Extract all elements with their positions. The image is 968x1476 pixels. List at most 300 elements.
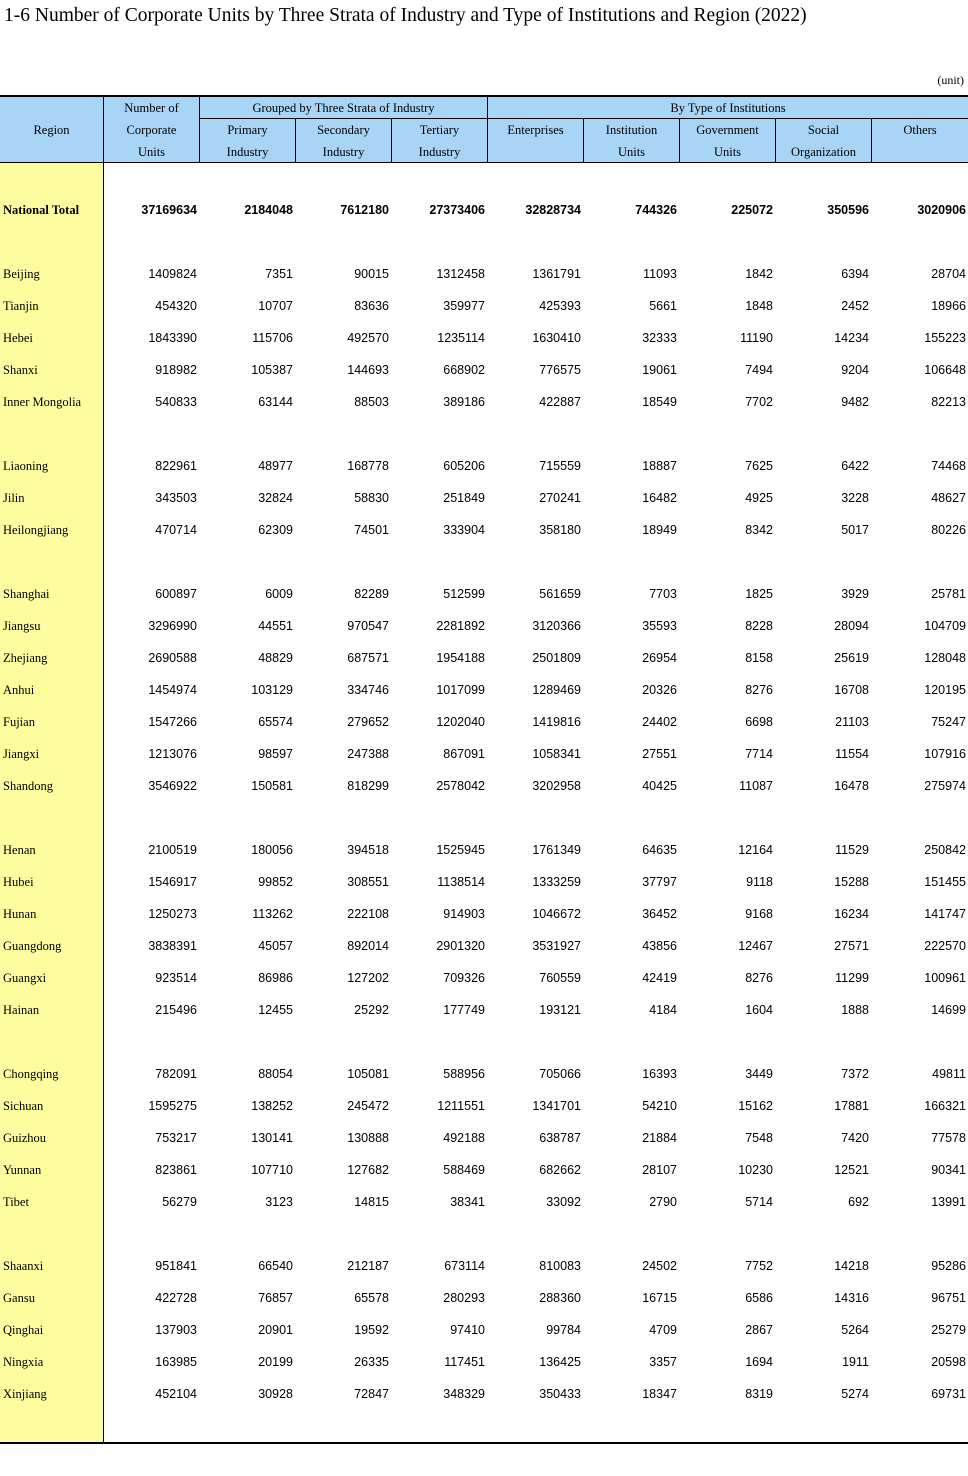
header-institution: Institution Units [605, 122, 658, 159]
value-cell: 99852 [258, 875, 293, 889]
value-cell: 10707 [258, 299, 293, 313]
value-cell: 334746 [347, 683, 389, 697]
header-others: Others [903, 122, 937, 137]
value-cell: 26954 [642, 651, 677, 665]
value-cell: 163985 [155, 1355, 197, 1369]
table-row [0, 1323, 968, 1343]
value-cell: 540833 [155, 395, 197, 409]
value-cell: 2690588 [148, 651, 197, 665]
value-cell: 14316 [834, 1291, 869, 1305]
page-title: 1-6 Number of Corporate Units by Three Strata of Industry and Type of Institutions and Region (2022) [4, 5, 807, 26]
value-cell: 2901320 [436, 939, 485, 953]
value-cell: 11554 [835, 747, 869, 761]
value-cell: 25619 [834, 651, 869, 665]
value-cell: 37797 [642, 875, 677, 889]
value-cell: 1525945 [436, 843, 485, 857]
value-cell: 25279 [931, 1323, 966, 1337]
value-cell: 83636 [354, 299, 389, 313]
value-cell: 76857 [258, 1291, 293, 1305]
header-enterprises: Enterprises [507, 122, 564, 137]
header-divider [775, 119, 776, 162]
region-name: Hebei [3, 331, 33, 345]
header-group-strata: Grouped by Three Strata of Industry [252, 101, 435, 115]
value-cell: 98597 [258, 747, 293, 761]
value-cell: 1312458 [436, 267, 485, 281]
value-cell: 113262 [252, 907, 293, 921]
header-divider [871, 119, 872, 162]
value-cell: 682662 [539, 1163, 581, 1177]
header-tertiary: Tertiary Industry [418, 122, 461, 159]
value-cell: 90015 [354, 267, 389, 281]
value-cell: 5017 [841, 523, 869, 537]
value-cell: 42419 [642, 971, 677, 985]
header-divider [391, 119, 392, 162]
value-cell: 18966 [931, 299, 966, 313]
table-row [0, 587, 968, 607]
value-cell: 3449 [745, 1067, 773, 1081]
value-cell: 74468 [931, 459, 966, 473]
value-cell: 193121 [539, 1003, 581, 1017]
value-cell: 138252 [251, 1099, 293, 1113]
value-cell: 49811 [932, 1067, 966, 1081]
value-cell: 24502 [642, 1259, 677, 1273]
table-row [0, 747, 968, 767]
value-cell: 3929 [841, 587, 869, 601]
region-name: Beijing [3, 267, 40, 281]
region-name: Ningxia [3, 1355, 44, 1369]
region-name: Shanghai [3, 587, 50, 601]
value-cell: 130888 [347, 1131, 389, 1145]
value-cell: 130141 [251, 1131, 293, 1145]
value-cell: 7420 [841, 1131, 869, 1145]
value-cell: 28704 [931, 267, 966, 281]
value-cell: 492570 [347, 331, 389, 345]
value-cell: 3296990 [148, 619, 197, 633]
value-cell: 16708 [834, 683, 869, 697]
value-cell: 1454974 [148, 683, 197, 697]
value-cell: 127202 [347, 971, 389, 985]
value-cell: 16478 [834, 779, 869, 793]
table-row [0, 843, 968, 863]
value-cell: 75247 [931, 715, 966, 729]
value-cell: 20326 [642, 683, 677, 697]
table-row [0, 1259, 968, 1279]
value-cell: 63144 [258, 395, 293, 409]
value-cell: 8342 [745, 523, 773, 537]
value-cell: 2100519 [148, 843, 197, 857]
region-name: Henan [3, 843, 36, 857]
table-row [0, 363, 968, 383]
value-cell: 12164 [738, 843, 773, 857]
value-cell: 9168 [745, 907, 773, 921]
value-cell: 250842 [924, 843, 966, 857]
value-cell: 7714 [745, 747, 773, 761]
value-cell: 180056 [251, 843, 293, 857]
value-cell: 588469 [443, 1163, 485, 1177]
value-cell: 389186 [443, 395, 485, 409]
region-name: Tianjin [3, 299, 39, 313]
value-cell: 144693 [347, 363, 389, 377]
value-cell: 308551 [347, 875, 389, 889]
value-cell: 212187 [347, 1259, 389, 1273]
value-cell: 66540 [258, 1259, 293, 1273]
value-cell: 776575 [539, 363, 581, 377]
region-name: Shanxi [3, 363, 38, 377]
value-cell: 605206 [443, 459, 485, 473]
value-cell: 492188 [443, 1131, 485, 1145]
value-cell: 705066 [539, 1067, 581, 1081]
value-cell: 8319 [745, 1387, 773, 1401]
value-cell: 150581 [251, 779, 293, 793]
value-cell: 1547266 [148, 715, 197, 729]
value-cell: 12455 [258, 1003, 293, 1017]
value-cell: 692 [848, 1195, 869, 1209]
value-cell: 350596 [827, 203, 869, 217]
header-divider [103, 97, 104, 162]
header-group-type: By Type of Institutions [670, 101, 786, 115]
value-cell: 6009 [265, 587, 293, 601]
value-cell: 86986 [258, 971, 293, 985]
value-cell: 810083 [539, 1259, 581, 1273]
region-name: Anhui [3, 683, 35, 697]
value-cell: 7625 [745, 459, 773, 473]
value-cell: 24402 [642, 715, 677, 729]
value-cell: 48977 [258, 459, 293, 473]
value-cell: 7372 [841, 1067, 869, 1081]
value-cell: 288360 [539, 1291, 581, 1305]
value-cell: 15162 [738, 1099, 773, 1113]
value-cell: 27373406 [429, 203, 485, 217]
value-cell: 10230 [738, 1163, 773, 1177]
value-cell: 3357 [649, 1355, 677, 1369]
value-cell: 5274 [841, 1387, 869, 1401]
region-name: Zhejiang [3, 651, 48, 665]
value-cell: 3546922 [148, 779, 197, 793]
value-cell: 588956 [443, 1067, 485, 1081]
table-row [0, 651, 968, 671]
value-cell: 32333 [642, 331, 677, 345]
region-column-shading [0, 163, 104, 1442]
value-cell: 72847 [354, 1387, 389, 1401]
table-row [0, 779, 968, 799]
value-cell: 9118 [746, 875, 773, 889]
value-cell: 2184048 [244, 203, 293, 217]
value-cell: 1202040 [436, 715, 485, 729]
value-cell: 3020906 [917, 203, 966, 217]
value-cell: 1046672 [532, 907, 581, 921]
value-cell: 13991 [931, 1195, 966, 1209]
value-cell: 425393 [539, 299, 581, 313]
value-cell: 54210 [642, 1099, 677, 1113]
value-cell: 687571 [347, 651, 389, 665]
value-cell: 88054 [258, 1067, 293, 1081]
value-cell: 155223 [924, 331, 966, 345]
value-cell: 14234 [834, 331, 869, 345]
value-cell: 350433 [539, 1387, 581, 1401]
value-cell: 65574 [258, 715, 293, 729]
value-cell: 6394 [841, 267, 869, 281]
value-cell: 1954188 [436, 651, 485, 665]
header-divider [583, 119, 584, 162]
value-cell: 11087 [739, 779, 773, 793]
region-name: Tibet [3, 1195, 29, 1209]
value-cell: 333904 [443, 523, 485, 537]
value-cell: 19592 [354, 1323, 389, 1337]
table-row [0, 523, 968, 543]
region-name: Xinjiang [3, 1387, 47, 1401]
value-cell: 1235114 [437, 331, 485, 345]
value-cell: 3123 [265, 1195, 293, 1209]
header-divider [295, 119, 296, 162]
value-cell: 822961 [155, 459, 197, 473]
header-government: Government Units [696, 122, 759, 159]
region-name: Fujian [3, 715, 35, 729]
table-bottom-rule [0, 1442, 968, 1444]
value-cell: 1604 [745, 1003, 773, 1017]
value-cell: 470714 [155, 523, 197, 537]
value-cell: 1361791 [532, 267, 581, 281]
table-row [0, 491, 968, 511]
value-cell: 20199 [258, 1355, 293, 1369]
value-cell: 215496 [155, 1003, 197, 1017]
table-row [0, 1131, 968, 1151]
value-cell: 1888 [841, 1003, 869, 1017]
value-cell: 359977 [443, 299, 485, 313]
value-cell: 32828734 [525, 203, 581, 217]
value-cell: 95286 [931, 1259, 966, 1273]
value-cell: 106648 [924, 363, 966, 377]
value-cell: 970547 [347, 619, 389, 633]
region-name: Jiangsu [3, 619, 41, 633]
value-cell: 709326 [443, 971, 485, 985]
region-name: Guangxi [3, 971, 47, 985]
value-cell: 27551 [642, 747, 677, 761]
value-cell: 222108 [347, 907, 389, 921]
value-cell: 1409824 [148, 267, 197, 281]
value-cell: 16482 [642, 491, 677, 505]
value-cell: 168778 [347, 459, 389, 473]
value-cell: 25292 [354, 1003, 389, 1017]
value-cell: 247388 [347, 747, 389, 761]
value-cell: 5264 [841, 1323, 869, 1337]
value-cell: 4709 [649, 1323, 677, 1337]
value-cell: 918982 [155, 363, 197, 377]
value-cell: 103129 [251, 683, 293, 697]
header-divider [487, 97, 488, 162]
value-cell: 40425 [642, 779, 677, 793]
value-cell: 120195 [924, 683, 966, 697]
value-cell: 867091 [443, 747, 485, 761]
header-number-of-units: Number of Corporate Units [124, 100, 179, 159]
value-cell: 600897 [155, 587, 197, 601]
value-cell: 422887 [539, 395, 581, 409]
table-row [0, 1099, 968, 1119]
region-name: Shandong [3, 779, 53, 793]
region-name: Shaanxi [3, 1259, 44, 1273]
value-cell: 21103 [835, 715, 869, 729]
value-cell: 823861 [155, 1163, 197, 1177]
table-row [0, 1355, 968, 1375]
region-name: Hubei [3, 875, 34, 889]
value-cell: 88503 [354, 395, 389, 409]
header-primary: Primary Industry [226, 122, 269, 159]
value-cell: 5714 [745, 1195, 773, 1209]
value-cell: 82289 [354, 587, 389, 601]
value-cell: 127682 [347, 1163, 389, 1177]
region-name: Jiangxi [3, 747, 40, 761]
value-cell: 818299 [347, 779, 389, 793]
value-cell: 1630410 [532, 331, 581, 345]
value-cell: 32824 [258, 491, 293, 505]
value-cell: 3531927 [532, 939, 581, 953]
value-cell: 117451 [444, 1355, 485, 1369]
value-cell: 1138514 [437, 875, 485, 889]
value-cell: 1213076 [148, 747, 197, 761]
value-cell: 358180 [539, 523, 581, 537]
table-row [0, 619, 968, 639]
table-row-national-total [0, 203, 968, 223]
table-row [0, 331, 968, 351]
value-cell: 151455 [924, 875, 966, 889]
value-cell: 104709 [924, 619, 966, 633]
value-cell: 137903 [155, 1323, 197, 1337]
value-cell: 177749 [443, 1003, 485, 1017]
value-cell: 1546917 [148, 875, 197, 889]
value-cell: 279652 [347, 715, 389, 729]
value-cell: 3838391 [148, 939, 197, 953]
value-cell: 1333259 [532, 875, 581, 889]
value-cell: 1250273 [148, 907, 197, 921]
value-cell: 35593 [642, 619, 677, 633]
value-cell: 1419816 [532, 715, 581, 729]
value-cell: 7612180 [340, 203, 389, 217]
value-cell: 56279 [162, 1195, 197, 1209]
value-cell: 2281892 [436, 619, 485, 633]
value-cell: 48627 [931, 491, 966, 505]
table-row [0, 299, 968, 319]
value-cell: 8276 [745, 971, 773, 985]
value-cell: 96751 [931, 1291, 966, 1305]
value-cell: 99784 [546, 1323, 581, 1337]
table-row [0, 1067, 968, 1087]
value-cell: 512599 [443, 587, 485, 601]
value-cell: 69731 [931, 1387, 966, 1401]
value-cell: 115706 [252, 331, 293, 345]
value-cell: 141747 [924, 907, 966, 921]
header-divider [199, 97, 200, 162]
region-name: Chongqing [3, 1067, 59, 1081]
value-cell: 1848 [745, 299, 773, 313]
value-cell: 107916 [924, 747, 966, 761]
value-cell: 6586 [745, 1291, 773, 1305]
value-cell: 452104 [155, 1387, 197, 1401]
value-cell: 14218 [834, 1259, 869, 1273]
value-cell: 2790 [649, 1195, 677, 1209]
table-row [0, 395, 968, 415]
value-cell: 3228 [841, 491, 869, 505]
value-cell: 673114 [444, 1259, 485, 1273]
value-cell: 105081 [347, 1067, 389, 1081]
value-cell: 2578042 [436, 779, 485, 793]
value-cell: 251849 [443, 491, 485, 505]
value-cell: 951841 [155, 1259, 197, 1273]
value-cell: 37169634 [141, 203, 197, 217]
value-cell: 9482 [841, 395, 869, 409]
value-cell: 4184 [649, 1003, 677, 1017]
value-cell: 348329 [443, 1387, 485, 1401]
value-cell: 1017099 [436, 683, 485, 697]
value-cell: 128048 [924, 651, 966, 665]
header-secondary: Secondary Industry [317, 122, 370, 159]
value-cell: 2452 [841, 299, 869, 313]
value-cell: 28094 [834, 619, 869, 633]
table-row [0, 1291, 968, 1311]
value-cell: 7351 [265, 267, 293, 281]
value-cell: 1843390 [148, 331, 197, 345]
value-cell: 11093 [643, 267, 677, 281]
value-cell: 914903 [443, 907, 485, 921]
value-cell: 744326 [635, 203, 677, 217]
value-cell: 1694 [745, 1355, 773, 1369]
table-row [0, 1163, 968, 1183]
value-cell: 18347 [642, 1387, 677, 1401]
value-cell: 27571 [834, 939, 869, 953]
value-cell: 275974 [924, 779, 966, 793]
region-name: Hunan [3, 907, 37, 921]
value-cell: 8158 [745, 651, 773, 665]
table-row [0, 459, 968, 479]
region-name: Yunnan [3, 1163, 42, 1177]
region-name: Inner Mongolia [3, 395, 82, 409]
value-cell: 15288 [834, 875, 869, 889]
value-cell: 5661 [649, 299, 677, 313]
region-name: Liaoning [3, 459, 49, 473]
value-cell: 14815 [354, 1195, 389, 1209]
table-row [0, 939, 968, 959]
value-cell: 136425 [539, 1355, 581, 1369]
value-cell: 1842 [745, 267, 773, 281]
value-cell: 82213 [931, 395, 966, 409]
value-cell: 2867 [745, 1323, 773, 1337]
value-cell: 8228 [745, 619, 773, 633]
unit-label: (unit) [937, 73, 964, 87]
value-cell: 105387 [251, 363, 293, 377]
value-cell: 1911 [842, 1355, 869, 1369]
value-cell: 62309 [258, 523, 293, 537]
value-cell: 6422 [841, 459, 869, 473]
value-cell: 7548 [745, 1131, 773, 1145]
table-row [0, 1003, 968, 1023]
value-cell: 20598 [931, 1355, 966, 1369]
value-cell: 7702 [745, 395, 773, 409]
value-cell: 65578 [354, 1291, 389, 1305]
value-cell: 20901 [258, 1323, 293, 1337]
value-cell: 422728 [155, 1291, 197, 1305]
region-name: Guizhou [3, 1131, 47, 1145]
table-row [0, 907, 968, 927]
header-region: Region [33, 122, 70, 137]
value-cell: 26335 [354, 1355, 389, 1369]
value-cell: 11299 [835, 971, 869, 985]
value-cell: 270241 [539, 491, 581, 505]
region-name: Heilongjiang [3, 523, 69, 537]
value-cell: 668902 [443, 363, 485, 377]
value-cell: 12521 [834, 1163, 869, 1177]
value-cell: 222570 [924, 939, 966, 953]
value-cell: 225072 [731, 203, 773, 217]
value-cell: 1341701 [532, 1099, 581, 1113]
value-cell: 245472 [347, 1099, 389, 1113]
